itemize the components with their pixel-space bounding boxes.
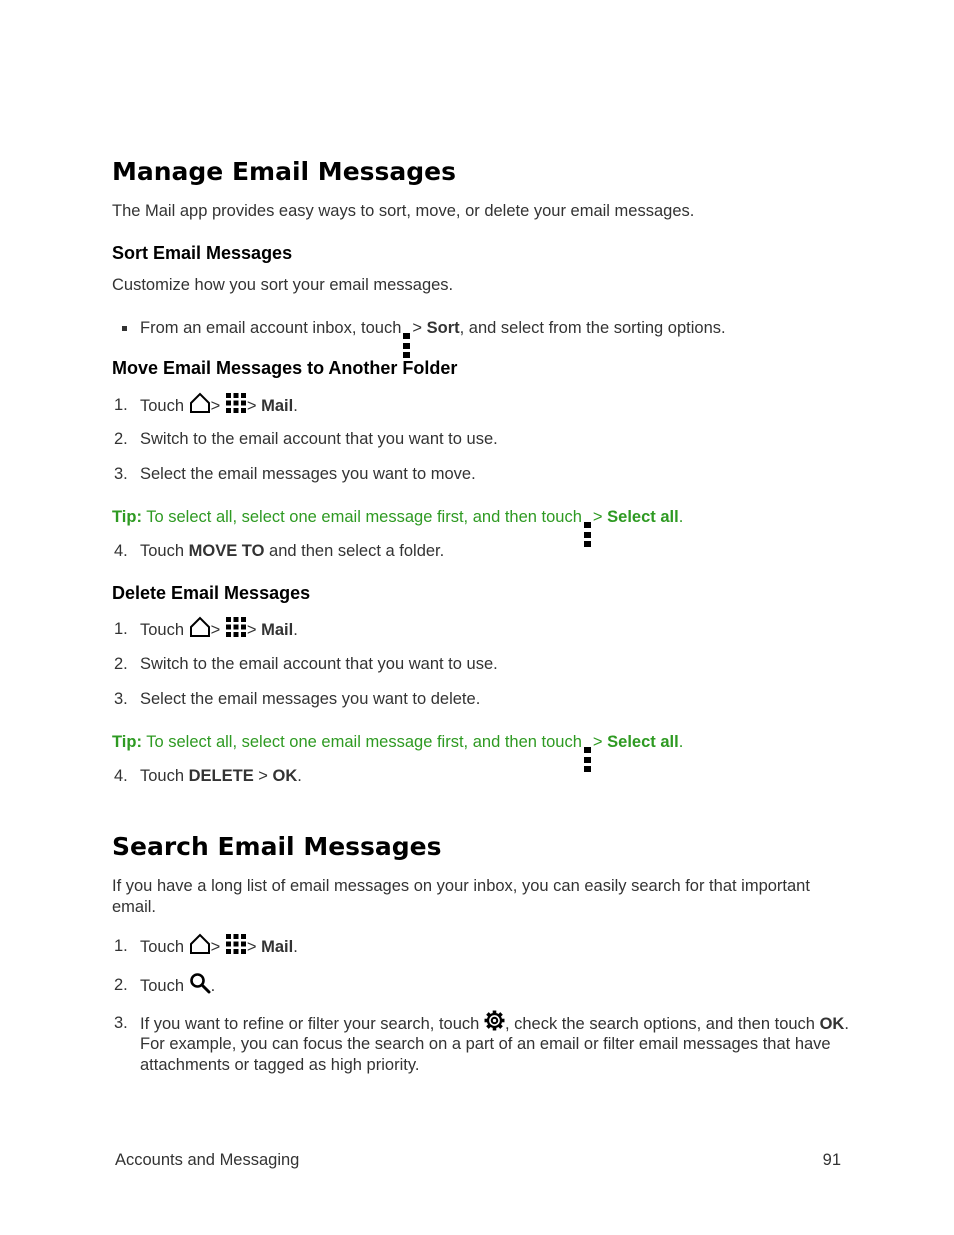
step-text: Touch: [140, 977, 185, 995]
delete-tip: Tip: To select all, select one email message first, and then touch > Select all.: [112, 733, 683, 772]
select-all-label: Select all: [607, 508, 679, 526]
step-number: 1.: [114, 396, 128, 414]
step-number: 1.: [114, 620, 128, 638]
sort-bullet: [140, 319, 726, 358]
page-title-search: Search Email Messages: [112, 832, 442, 861]
sort-intro: Customize how you sort your email messages.: [112, 276, 454, 294]
menu-dots-icon: [403, 333, 410, 358]
delete-step-3: Select the email messages you want to delete.: [140, 690, 481, 708]
delete-label: DELETE: [188, 767, 254, 785]
search-intro-line-2: email.: [112, 898, 157, 916]
apps-grid-icon: [225, 616, 247, 638]
step-number: 3.: [114, 465, 128, 483]
move-step-4: [140, 542, 444, 561]
move-to-label: MOVE TO: [188, 542, 265, 560]
step-number: 4.: [114, 767, 128, 785]
move-step-2: Switch to the email account that you want to use.: [140, 430, 498, 448]
sort-label: Sort: [426, 319, 460, 337]
step-number: 3.: [114, 690, 128, 708]
delete-step-1: Touch > > Mail.: [140, 616, 298, 640]
search-step-3-line-1: If you want to refine or filter your search, touch , check the search options, and then touch OK.: [140, 1010, 849, 1034]
footer-section-name: Accounts and Messaging: [115, 1151, 300, 1169]
sort-bullet-end: , and select from the sorting options.: [459, 319, 726, 337]
step-text: Touch: [140, 542, 185, 560]
tip-text: To select all, select one email message first, and then touch: [146, 508, 582, 526]
mail-label: Mail: [261, 621, 294, 639]
search-step-2: Touch .: [140, 972, 215, 996]
tip-label: Tip:: [112, 733, 142, 751]
step-number: 3.: [114, 1014, 128, 1032]
delete-step-2: Switch to the email account that you want to use.: [140, 655, 498, 673]
move-step-1: Touch > > Mail.: [140, 392, 298, 416]
step-number: 4.: [114, 542, 128, 560]
mail-label: Mail: [261, 938, 294, 956]
step-number: 1.: [114, 937, 128, 955]
move-tip: Tip: To select all, select one email message first, and then touch > Select all.: [112, 508, 683, 547]
manage-intro: The Mail app provides easy ways to sort, move, or delete your email messages.: [112, 202, 695, 220]
step-text: and then select a folder.: [269, 542, 445, 560]
move-step-3: Select the email messages you want to move.: [140, 465, 476, 483]
select-all-label: Select all: [607, 733, 679, 751]
page-number: 91: [822, 1151, 841, 1169]
search-step-3-line-2: For example, you can focus the search on a part of an email or filter email messages that have: [140, 1035, 831, 1053]
step-text: Touch: [140, 621, 185, 639]
step-text: Touch: [140, 767, 185, 785]
page-title-manage: Manage Email Messages: [112, 157, 457, 186]
step-text: If you want to refine or filter your search, touch: [140, 1015, 480, 1033]
heading-delete: Delete Email Messages: [112, 583, 311, 603]
tip-text: To select all, select one email message first, and then touch: [146, 733, 582, 751]
heading-sort: Sort Email Messages: [112, 243, 293, 263]
delete-step-4: Touch DELETE > OK.: [140, 767, 302, 785]
search-icon: [189, 972, 211, 994]
step-text: Touch: [140, 938, 185, 956]
heading-move: Move Email Messages to Another Folder: [112, 358, 458, 378]
gear-icon: [484, 1010, 505, 1031]
home-icon: [189, 392, 211, 414]
search-intro-line-1: If you have a long list of email messages on your inbox, you can easily search for that important: [112, 877, 810, 895]
mail-label: Mail: [261, 397, 294, 415]
search-step-1: Touch > > Mail.: [140, 933, 298, 957]
sort-bullet-text: From an email account inbox, touch: [140, 319, 402, 337]
step-text: Touch: [140, 397, 185, 415]
step-text: , check the search options, and then touch: [504, 1015, 815, 1033]
ok-label: OK: [819, 1015, 845, 1033]
apps-grid-icon: [225, 392, 247, 414]
menu-dots-icon: [584, 747, 591, 772]
step-number: 2.: [114, 976, 128, 994]
separator: >: [412, 319, 423, 337]
apps-grid-icon: [225, 933, 247, 955]
step-number: 2.: [114, 655, 128, 673]
menu-dots-icon: [584, 522, 591, 547]
step-number: 2.: [114, 430, 128, 448]
ok-label: OK: [272, 767, 298, 785]
tip-label: Tip:: [112, 508, 142, 526]
home-icon: [189, 933, 211, 955]
home-icon: [189, 616, 211, 638]
bullet-marker: [122, 326, 127, 331]
search-step-3-line-3: attachments or tagged as high priority.: [140, 1056, 420, 1074]
